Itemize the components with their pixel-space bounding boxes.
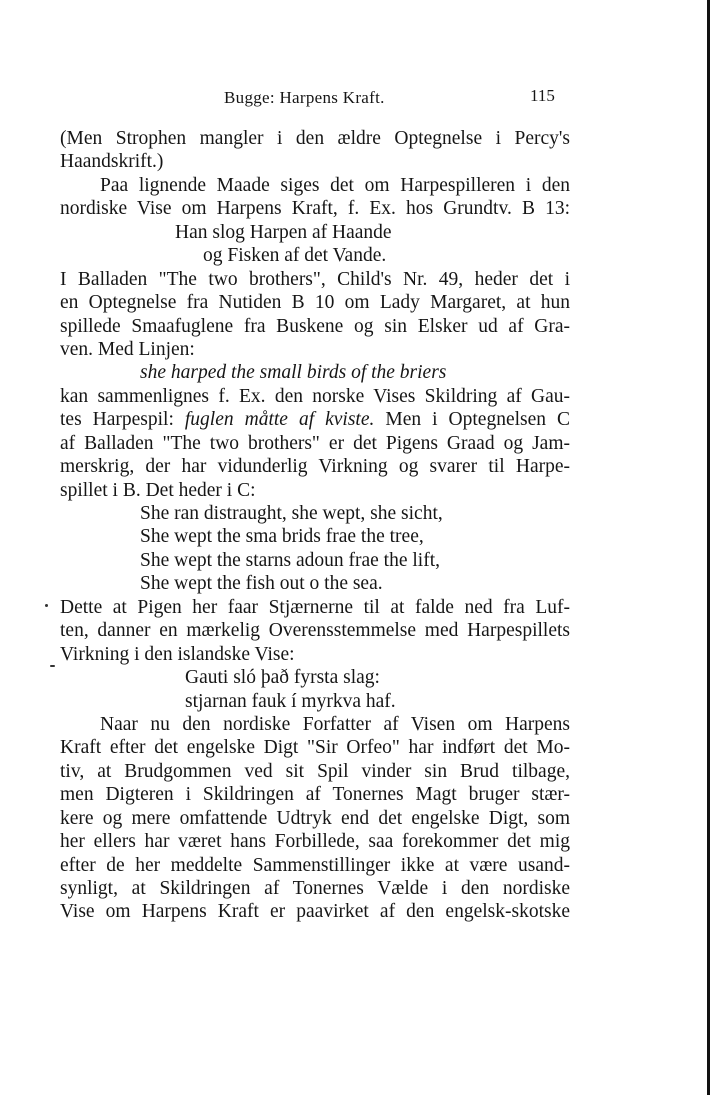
- text-line: Kraft efter det engelske Digt "Sir Orfeo" har indført det Mo-: [60, 737, 570, 759]
- text-line: merskrig, der har vidunderlig Virkning og svarer til Harpe-: [60, 456, 570, 478]
- text-segment: tes Harpespil:: [60, 409, 174, 431]
- paragraph-start-line: Naar nu den nordiske Forfatter af Visen om Harpens: [100, 713, 570, 735]
- text-line: kan sammenlignes f. Ex. den norske Vises Skildring af Gau-: [60, 385, 570, 407]
- ink-speck: [50, 665, 55, 667]
- ink-speck: [45, 604, 48, 607]
- verse-line: stjarnan fauk í myrkva haf.: [185, 690, 396, 712]
- text-line: af Balladen "The two brothers" er det Pigens Graad og Jam-: [60, 432, 570, 454]
- verse-line: og Fisken af det Vande.: [203, 245, 387, 267]
- text-line-with-quote: [60, 408, 570, 431]
- text-line: ten, danner en mærkelig Overensstemmelse med Harpespillets: [60, 620, 570, 642]
- paragraph-start-line: Paa lignende Maade siges det om Harpespilleren i den: [100, 174, 570, 196]
- verse-line: She ran distraught, she wept, she sicht,: [140, 503, 443, 524]
- text-line: men Digteren i Skildringen af Tonernes Magt bruger stær-: [60, 784, 570, 806]
- verse-line: Han slog Harpen af Haande: [175, 221, 392, 243]
- text-line: tiv, at Brudgommen ved sit Spil vinder sin Brud tilbage,: [60, 760, 570, 782]
- text-line: Haandskrift.): [60, 151, 164, 173]
- text-line: I Balladen "The two brothers", Child's Nr. 49, heder det i: [60, 268, 570, 290]
- text-line: nordiske Vise om Harpens Kraft, f. Ex. hos Grundtv. B 13:: [60, 198, 570, 220]
- text-line: Vise om Harpens Kraft er paavirket af den engelsk-skotske: [60, 901, 570, 923]
- text-line: her ellers har været hans Forbillede, saa forekommer det mig: [60, 831, 570, 853]
- text-line: kere og mere omfattende Udtryk end det engelske Digt, som: [60, 807, 570, 829]
- text-segment: Men i Optegnelsen C: [385, 409, 571, 431]
- running-header: [0, 88, 712, 112]
- verse-line: Gauti sló það fyrsta slag:: [185, 667, 380, 689]
- text-line: en Optegnelse fra Nutiden B 10 om Lady Margaret, at hun: [60, 292, 570, 314]
- page-number: 115: [530, 86, 555, 105]
- text-line: synligt, at Skildringen af Tonernes Vælde i den nordiske: [60, 878, 570, 899]
- verse-line: She wept the sma brids frae the tree,: [140, 526, 424, 548]
- text-line: Virkning i den islandske Vise:: [60, 643, 295, 665]
- text-line: spillet i B. Det heder i C:: [60, 479, 256, 501]
- quoted-verse-line: she harped the small birds of the briers: [140, 362, 447, 384]
- text-line: Dette at Pigen her faar Stjærnerne til at falde ned fra Luf-: [60, 596, 570, 618]
- verse-line: She wept the starns adoun frae the lift,: [140, 549, 440, 571]
- page-body: [60, 127, 570, 924]
- text-line: efter de her meddelte Sammenstillinger ikke at være usand-: [60, 854, 570, 876]
- text-line: ven. Med Linjen:: [60, 338, 195, 360]
- verse-line: She wept the fish out o the sea.: [140, 573, 383, 595]
- page-edge: [707, 0, 710, 1095]
- running-title: Bugge: Harpens Kraft.: [224, 88, 385, 107]
- text-line: spillede Smaafuglene fra Buskene og sin Elsker ud af Gra-: [60, 315, 570, 337]
- text-line: (Men Strophen mangler i den ældre Optegnelse i Percy's: [60, 128, 570, 149]
- italic-quote: fuglen måtte af kviste.: [184, 409, 375, 431]
